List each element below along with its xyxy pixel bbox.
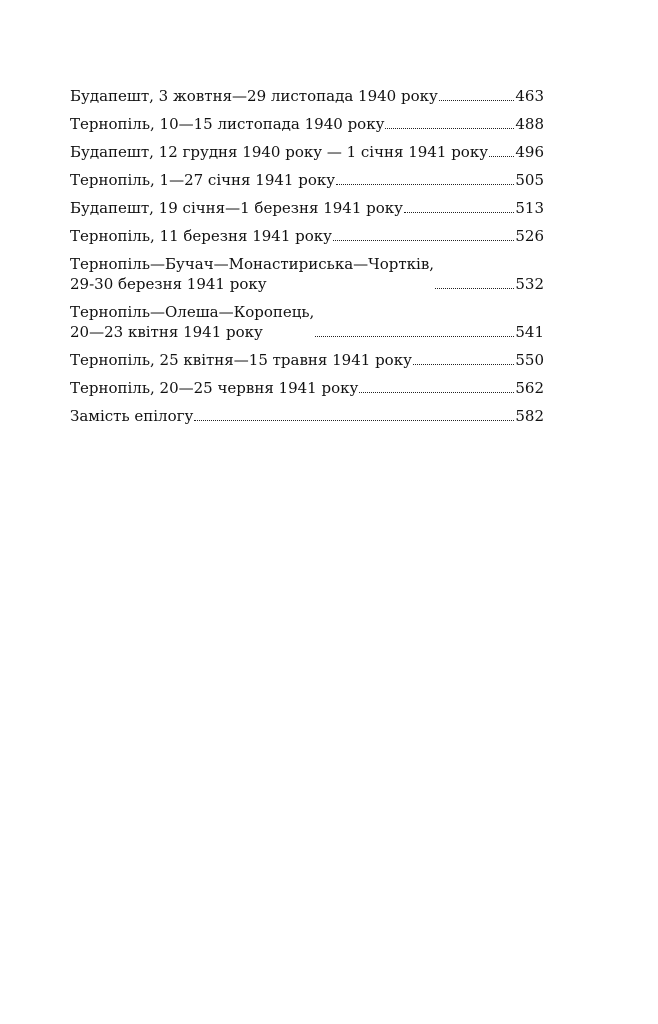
toc-entry-page: 488 — [515, 115, 544, 133]
toc-entry-title: Замість епілогу — [70, 407, 194, 425]
toc-entry-title: Будапешт, 3 жовтня—29 листопада 1940 року — [70, 87, 438, 105]
dot-leader — [435, 274, 514, 294]
toc-entry — [70, 114, 544, 134]
toc-entry-title: Будапешт, 12 грудня 1940 року — 1 січня 1941 року — [70, 143, 489, 161]
toc-entry-title: Тернопіль—Бучач—Монастириська—Чортків, 29-30 березня 1941 року — [70, 255, 435, 293]
toc-entry-page: 532 — [515, 275, 544, 293]
toc-entry-page: 562 — [515, 379, 544, 397]
toc-entry — [70, 378, 544, 398]
toc-entry — [70, 198, 544, 218]
dot-leader — [489, 142, 514, 162]
table-of-contents — [70, 86, 544, 434]
toc-entry-title: Тернопіль, 10—15 листопада 1940 року — [70, 115, 385, 133]
toc-entry — [70, 170, 544, 190]
toc-entry-title: Тернопіль, 25 квітня—15 травня 1941 року — [70, 351, 412, 369]
dot-leader — [333, 226, 514, 246]
toc-entry-title: Тернопіль, 20—25 червня 1941 року — [70, 379, 359, 397]
toc-entry — [70, 86, 544, 106]
dot-leader — [413, 350, 514, 370]
toc-entry — [70, 406, 544, 426]
toc-entry — [70, 254, 544, 294]
toc-entry-page: 496 — [515, 143, 544, 161]
toc-entry-page: 505 — [515, 171, 544, 189]
toc-entry-title: Будапешт, 19 січня—1 березня 1941 року — [70, 199, 403, 217]
toc-entry-page: 463 — [515, 87, 544, 105]
toc-entry-page: 526 — [515, 227, 544, 245]
toc-entry-page: 541 — [515, 323, 544, 341]
dot-leader — [404, 198, 514, 218]
toc-entry-title: Тернопіль, 1—27 січня 1941 року — [70, 171, 336, 189]
toc-entry-title: Тернопіль, 11 березня 1941 року — [70, 227, 332, 245]
dot-leader — [315, 322, 514, 342]
toc-entry — [70, 142, 544, 162]
toc-entry-page: 513 — [515, 199, 544, 217]
toc-entry-title: Тернопіль—Олеша—Коропець, 20—23 квітня 1941 року — [70, 303, 315, 341]
toc-entry-page: 550 — [515, 351, 544, 369]
dot-leader — [359, 378, 514, 398]
dot-leader — [439, 86, 515, 106]
dot-leader — [194, 406, 514, 426]
toc-entry — [70, 226, 544, 246]
toc-entry — [70, 350, 544, 370]
toc-entry — [70, 302, 544, 342]
toc-entry-page: 582 — [515, 407, 544, 425]
dot-leader — [385, 114, 514, 134]
dot-leader — [336, 170, 514, 190]
